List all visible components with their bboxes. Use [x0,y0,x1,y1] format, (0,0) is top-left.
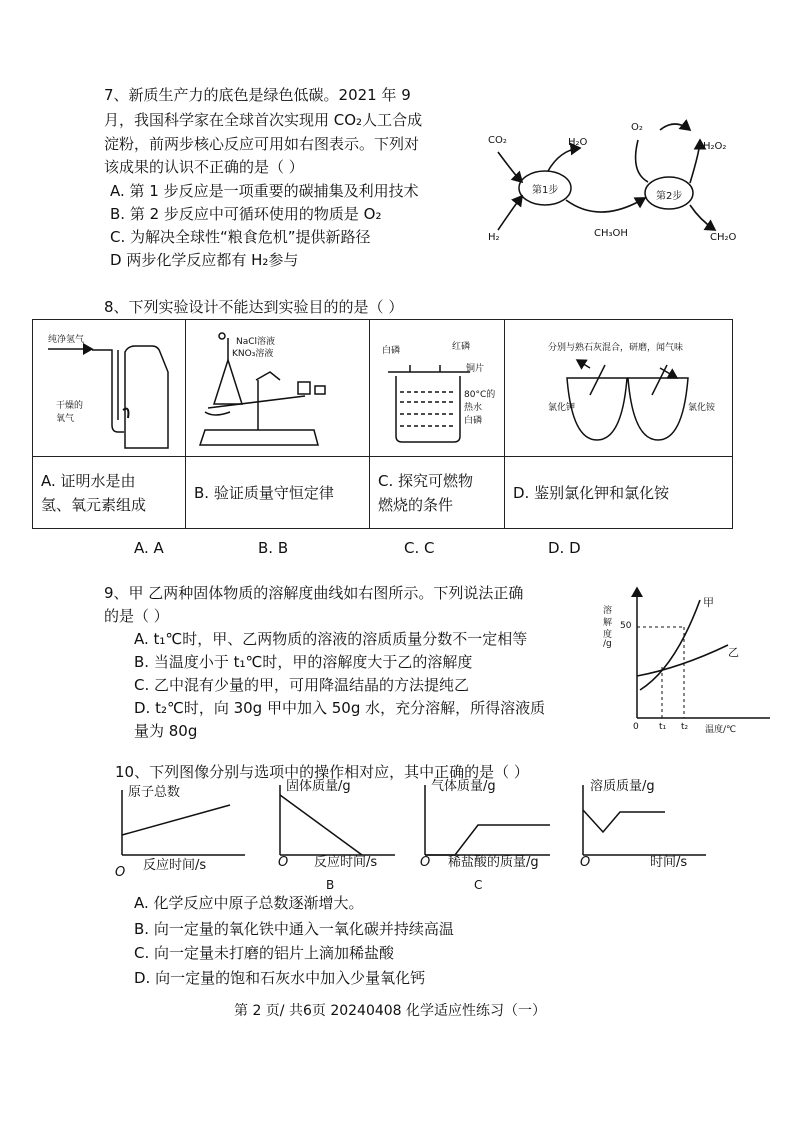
label-step1: 第1步 [532,185,559,196]
q8-answer-c: C. C [404,539,435,557]
q8-answer-d: D. D [548,539,581,557]
q8-caption-d [505,457,733,529]
q9-series-yi [637,645,728,676]
q10-graph-4-xlabel: 时间/s [650,855,688,870]
q8-image-b [186,320,370,457]
q8-caption-a-line-1: A. 证明水是由 [41,471,136,490]
q9-ylabel-char-2: 解 [603,618,613,628]
label-dry-oxygen-1: 干燥的 [56,401,84,411]
q9-option-c: C. 乙中混有少量的甲，可用降温结晶的方法提纯乙 [134,676,470,694]
q9-tick-t2: t₂ [681,722,689,732]
label-h2o2: H₂O₂ [703,141,727,152]
q8-answer-a: A. A [134,539,164,557]
q7-option-b: B. 第 2 步反应中可循环使用的物质是 O₂ [110,205,382,223]
label-kcl: 氯化钾 [548,403,576,413]
q10-graph-4-ylabel: 溶质质量/g [590,779,655,794]
label-co2: CO₂ [488,135,507,146]
label-white-p-top: 白磷 [382,346,401,356]
q10-graph-3-xlabel: 稀盐酸的质量/g [448,855,539,870]
q8-answer-b: B. B [258,539,289,557]
q10-graph-1-origin: O [115,865,126,880]
q8-caption-b [186,457,370,529]
q10-option-a: A. 化学反应中原子总数逐渐增大。 [134,894,364,912]
q7-option-d: D 两步化学反应都有 H₂参与 [110,251,299,269]
q10-graph-1-ylabel: 原子总数 [128,785,181,800]
q9-ylabel-char-4: /g [603,639,612,649]
label-ch2o: CH₂O [710,232,737,243]
q9-option-b: B. 当温度小于 t₁℃时，甲的溶解度大于乙的溶解度 [134,653,473,671]
q9-ylabel-char-1: 溶 [603,606,613,616]
q9-xlabel: 温度/℃ [705,725,737,735]
label-ch3oh: CH₃OH [594,228,628,239]
label-nacl: NaCl溶液 [236,337,276,347]
q10-graph-3-letter: C [474,878,483,892]
q9-option-d: D. t₂℃时，向 30g 甲中加入 50g 水，充分溶解，所得溶液质 [134,699,546,717]
label-kno3: KNO₃溶液 [232,349,274,359]
q8-stem: 8、下列实验设计不能达到实验目的的是（ ） [104,298,404,316]
q10-graph-1-xlabel: 反应时间/s [143,858,207,873]
q7-stem-line-3: 淀粉，前两步核心反应可用如右图表示。下列对 [104,135,420,153]
q10-option-c: C. 向一定量未打磨的铝片上滴加稀盐酸 [134,944,395,962]
q9-origin: 0 [633,722,639,732]
label-o2: O₂ [631,122,643,133]
q10-option-d: D. 向一定量的饱和石灰水中加入少量氧化钙 [134,969,426,987]
q9-ylabel-char-3: 度 [603,630,613,640]
label-h2: H₂ [488,232,500,243]
label-copper: 铜片 [466,364,485,374]
label-step2: 第2步 [656,191,683,202]
label-hot-water-1: 80°C的 [464,390,496,400]
q7-option-a: A. 第 1 步反应是一项重要的碳捕集及利用技术 [110,182,419,200]
q10-graph-2-ylabel: 固体质量/g [286,779,351,794]
q8-caption-a [33,457,186,529]
q7-stem-line-4: 该成果的认识不正确的是（ ） [104,158,304,176]
q10-graph-3-ylabel: 气体质量/g [431,779,496,794]
q9-series-label-jia: 甲 [703,596,714,609]
q9-option-a: A. t₁℃时，甲、乙两物质的溶液的溶质质量分数不一定相等 [134,630,528,648]
q8-caption-a-line-2: 氢、氧元素组成 [41,495,147,514]
q9-option-d-cont: 量为 80g [134,722,198,740]
q9-tick-t1: t₁ [659,722,667,732]
q9-stem-line-1: 9、甲 乙两种固体物质的溶解度曲线如右图所示。下列说法正确 [104,584,524,602]
q8-caption-c-line-1: C. 探究可燃物 [378,471,474,490]
q7-stem-line-1: 7、新质生产力的底色是绿色低碳。2021 年 9 [104,86,411,104]
label-white-p-bottom: 白磷 [464,416,483,426]
label-pure-hydrogen: 纯净氢气 [48,335,85,345]
q10-graph-2-origin: O [278,855,289,870]
page-footer: 第 2 页/ 共6页 20240408 化学适应性练习（一） [234,1003,547,1019]
label-nh4cl: 氯化铵 [688,403,716,413]
q10-graph-2-xlabel: 反应时间/s [314,855,378,870]
q10-option-b: B. 向一定量的氧化铁中通入一氧化碳并持续高温 [134,920,454,938]
label-mix-instruction: 分别与熟石灰混合，研磨，闻气味 [548,343,684,353]
q9-tick-50: 50 [620,621,632,631]
label-red-p: 红磷 [452,342,471,352]
q10-graph-2-letter: B [326,878,335,892]
label-hot-water-2: 热水 [464,403,483,413]
q9-series-jia [640,600,700,690]
q9-stem-line-2: 的是（ ） [104,607,169,625]
q8-caption-d-line-1: D. 鉴别氯化钾和氯化铵 [513,483,670,502]
q8-caption-c-line-2: 燃烧的条件 [378,495,454,514]
q8-caption-c [370,457,505,529]
q10-graph-4-origin: O [580,855,591,870]
q9-series-label-yi: 乙 [728,646,739,659]
q10-stem: 10、下列图像分别与选项中的操作相对应，其中正确的是（ ） [115,763,529,781]
q7-stem-line-2: 月，我国科学家在全球首次实现用 CO₂人工合成 [104,111,423,129]
label-dry-oxygen-2: 氧气 [56,414,75,424]
q8-caption-b-line-1: B. 验证质量守恒定律 [194,483,334,502]
q7-option-c: C. 为解决全球性“粮食危机”提供新路径 [110,228,371,246]
label-h2o: H₂O [568,137,588,148]
q10-graph-3-origin: O [420,855,431,870]
